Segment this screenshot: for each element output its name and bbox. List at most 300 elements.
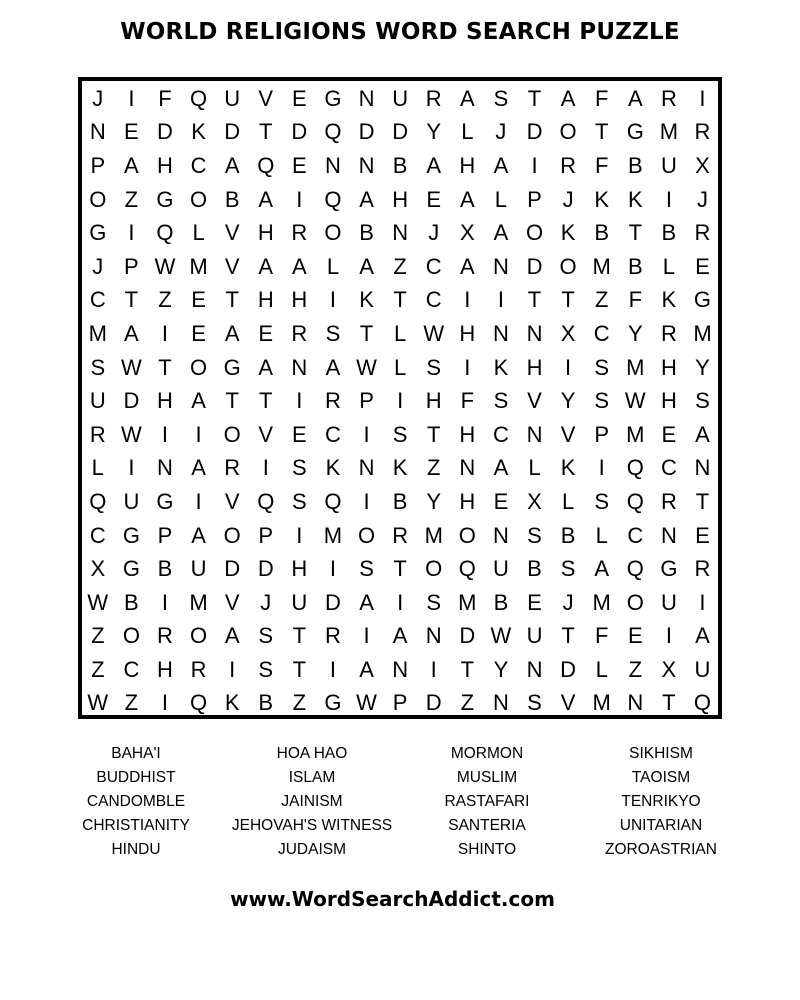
- grid-cell[interactable]: Q: [324, 119, 342, 145]
- grid-cell[interactable]: I: [430, 656, 437, 682]
- grid-cell[interactable]: I: [128, 455, 135, 481]
- grid-cell[interactable]: I: [397, 388, 404, 414]
- grid-cell[interactable]: I: [464, 354, 471, 380]
- grid-cell[interactable]: R: [425, 85, 442, 111]
- grid-cell[interactable]: A: [392, 623, 408, 649]
- grid-cell[interactable]: T: [393, 287, 407, 313]
- grid-cell[interactable]: L: [528, 455, 541, 481]
- grid-cell[interactable]: T: [158, 354, 172, 380]
- grid-cell[interactable]: T: [259, 388, 273, 414]
- grid-cell[interactable]: W: [356, 354, 377, 380]
- grid-cell[interactable]: O: [223, 421, 241, 447]
- grid-cell[interactable]: E: [695, 522, 710, 548]
- grid-cell[interactable]: I: [699, 589, 706, 615]
- grid-cell[interactable]: C: [660, 455, 677, 481]
- grid-cell[interactable]: T: [292, 656, 307, 682]
- grid-cell[interactable]: T: [695, 488, 710, 514]
- grid-cell[interactable]: J: [260, 589, 272, 615]
- grid-cell[interactable]: L: [561, 488, 575, 514]
- grid-cell[interactable]: G: [324, 690, 342, 716]
- grid-cell[interactable]: M: [693, 320, 712, 346]
- grid-cell[interactable]: I: [161, 690, 169, 716]
- grid-cell[interactable]: M: [592, 589, 611, 615]
- grid-cell[interactable]: B: [493, 589, 509, 615]
- grid-cell[interactable]: C: [325, 421, 341, 447]
- grid-cell[interactable]: Q: [190, 85, 208, 111]
- grid-cell[interactable]: Q: [626, 556, 644, 582]
- grid-cell[interactable]: Q: [257, 488, 275, 514]
- grid-cell[interactable]: D: [224, 119, 241, 145]
- grid-cell[interactable]: T: [527, 287, 542, 313]
- grid-cell[interactable]: Z: [91, 656, 105, 682]
- grid-cell[interactable]: Q: [626, 455, 644, 481]
- grid-cell[interactable]: N: [291, 354, 308, 380]
- grid-cell[interactable]: V: [560, 421, 576, 447]
- grid-cell[interactable]: I: [497, 287, 504, 313]
- grid-cell[interactable]: Q: [190, 690, 208, 716]
- grid-cell[interactable]: G: [693, 287, 712, 313]
- grid-cell[interactable]: T: [124, 287, 139, 313]
- grid-cell[interactable]: W: [121, 354, 142, 380]
- grid-cell[interactable]: E: [191, 320, 206, 346]
- grid-cell[interactable]: N: [526, 421, 543, 447]
- grid-cell[interactable]: I: [128, 220, 135, 246]
- grid-cell[interactable]: V: [560, 690, 576, 716]
- grid-cell[interactable]: Q: [324, 488, 342, 514]
- grid-cell[interactable]: E: [292, 85, 307, 111]
- grid-cell[interactable]: F: [460, 388, 475, 414]
- grid-cell[interactable]: P: [157, 522, 173, 548]
- grid-cell[interactable]: S: [359, 556, 374, 582]
- grid-cell[interactable]: Y: [627, 320, 643, 346]
- grid-cell[interactable]: H: [459, 320, 476, 346]
- grid-cell[interactable]: L: [91, 455, 104, 481]
- grid-cell[interactable]: R: [291, 320, 308, 346]
- grid-cell[interactable]: I: [296, 186, 303, 212]
- grid-cell[interactable]: M: [424, 522, 443, 548]
- grid-cell[interactable]: H: [459, 152, 476, 178]
- grid-cell[interactable]: O: [626, 589, 644, 615]
- grid-cell[interactable]: S: [258, 656, 274, 682]
- grid-cell[interactable]: K: [191, 119, 206, 145]
- grid-cell[interactable]: P: [90, 152, 106, 178]
- grid-cell[interactable]: A: [695, 623, 710, 649]
- grid-cell[interactable]: D: [526, 119, 543, 145]
- grid-cell[interactable]: D: [123, 388, 140, 414]
- grid-cell[interactable]: R: [694, 556, 711, 582]
- grid-cell[interactable]: Q: [626, 488, 644, 514]
- grid-cell[interactable]: D: [560, 656, 577, 682]
- grid-cell[interactable]: B: [392, 488, 408, 514]
- grid-cell[interactable]: F: [594, 152, 609, 178]
- grid-cell[interactable]: K: [560, 220, 576, 246]
- grid-cell[interactable]: B: [359, 220, 374, 246]
- grid-cell[interactable]: F: [594, 85, 609, 111]
- grid-cell[interactable]: A: [695, 421, 710, 447]
- grid-cell[interactable]: W: [490, 623, 512, 649]
- grid-cell[interactable]: O: [223, 522, 241, 548]
- grid-cell[interactable]: A: [459, 253, 475, 279]
- grid-cell[interactable]: D: [291, 119, 308, 145]
- grid-cell[interactable]: O: [89, 186, 107, 212]
- grid-cell[interactable]: J: [562, 186, 574, 212]
- grid-cell[interactable]: H: [291, 556, 308, 582]
- grid-cell[interactable]: X: [527, 488, 542, 514]
- grid-cell[interactable]: D: [392, 119, 409, 145]
- grid-cell[interactable]: F: [594, 623, 609, 649]
- grid-cell[interactable]: U: [694, 656, 711, 682]
- grid-cell[interactable]: I: [161, 320, 169, 346]
- grid-cell[interactable]: N: [425, 623, 442, 649]
- grid-cell[interactable]: Z: [292, 690, 307, 716]
- grid-cell[interactable]: G: [324, 85, 342, 111]
- grid-cell[interactable]: R: [325, 388, 341, 414]
- grid-cell[interactable]: P: [594, 421, 610, 447]
- grid-cell[interactable]: T: [460, 656, 475, 682]
- grid-cell[interactable]: A: [191, 388, 206, 414]
- grid-cell[interactable]: U: [492, 556, 509, 582]
- grid-cell[interactable]: L: [595, 522, 608, 548]
- grid-cell[interactable]: X: [459, 220, 475, 246]
- grid-cell[interactable]: Z: [460, 690, 475, 716]
- grid-cell[interactable]: I: [531, 152, 538, 178]
- grid-cell[interactable]: L: [326, 253, 340, 279]
- grid-cell[interactable]: J: [92, 253, 104, 279]
- grid-cell[interactable]: Q: [324, 186, 342, 212]
- grid-cell[interactable]: M: [88, 320, 107, 346]
- grid-cell[interactable]: G: [156, 488, 174, 514]
- grid-cell[interactable]: K: [325, 455, 341, 481]
- grid-cell[interactable]: O: [324, 220, 342, 246]
- grid-cell[interactable]: I: [161, 589, 169, 615]
- grid-cell[interactable]: R: [660, 85, 677, 111]
- grid-cell[interactable]: Q: [257, 152, 275, 178]
- grid-cell[interactable]: N: [459, 455, 476, 481]
- grid-cell[interactable]: I: [565, 354, 572, 380]
- grid-cell[interactable]: A: [191, 455, 206, 481]
- grid-cell[interactable]: I: [262, 455, 269, 481]
- grid-cell[interactable]: I: [195, 488, 202, 514]
- grid-cell[interactable]: A: [459, 85, 475, 111]
- grid-cell[interactable]: N: [627, 690, 644, 716]
- grid-cell[interactable]: R: [89, 421, 106, 447]
- grid-cell[interactable]: B: [258, 690, 274, 716]
- grid-cell[interactable]: H: [157, 388, 173, 414]
- grid-cell[interactable]: J: [92, 85, 104, 111]
- grid-cell[interactable]: A: [124, 320, 139, 346]
- grid-cell[interactable]: L: [394, 354, 407, 380]
- grid-cell[interactable]: O: [190, 623, 208, 649]
- grid-cell[interactable]: S: [392, 421, 408, 447]
- grid-cell[interactable]: N: [157, 455, 173, 481]
- grid-cell[interactable]: O: [559, 119, 577, 145]
- grid-cell[interactable]: A: [426, 152, 442, 178]
- grid-cell[interactable]: I: [665, 623, 672, 649]
- grid-cell[interactable]: T: [561, 623, 575, 649]
- grid-cell[interactable]: I: [329, 287, 337, 313]
- grid-cell[interactable]: X: [661, 656, 677, 682]
- grid-cell[interactable]: U: [392, 85, 409, 111]
- grid-cell[interactable]: I: [161, 421, 169, 447]
- grid-cell[interactable]: B: [392, 152, 408, 178]
- grid-cell[interactable]: I: [195, 421, 202, 447]
- grid-cell[interactable]: N: [89, 119, 106, 145]
- grid-cell[interactable]: E: [627, 623, 643, 649]
- grid-cell[interactable]: T: [527, 85, 542, 111]
- grid-cell[interactable]: V: [224, 253, 240, 279]
- grid-cell[interactable]: M: [323, 522, 343, 548]
- grid-cell[interactable]: C: [492, 421, 509, 447]
- grid-cell[interactable]: C: [593, 320, 610, 346]
- grid-cell[interactable]: C: [190, 152, 207, 178]
- grid-cell[interactable]: Z: [393, 253, 407, 279]
- grid-cell[interactable]: Y: [493, 656, 509, 682]
- grid-cell[interactable]: O: [525, 220, 544, 246]
- grid-cell[interactable]: A: [224, 623, 240, 649]
- grid-cell[interactable]: O: [122, 623, 140, 649]
- grid-cell[interactable]: X: [90, 556, 106, 582]
- grid-cell[interactable]: F: [158, 85, 172, 111]
- grid-cell[interactable]: J: [696, 186, 708, 212]
- grid-cell[interactable]: G: [626, 119, 644, 145]
- grid-cell[interactable]: G: [156, 186, 174, 212]
- grid-cell[interactable]: L: [461, 119, 474, 145]
- grid-cell[interactable]: A: [258, 186, 274, 212]
- grid-cell[interactable]: S: [325, 320, 341, 346]
- grid-cell[interactable]: P: [258, 522, 274, 548]
- grid-cell[interactable]: R: [291, 220, 308, 246]
- grid-cell[interactable]: N: [492, 690, 509, 716]
- grid-cell[interactable]: X: [695, 152, 710, 178]
- grid-cell[interactable]: W: [356, 690, 377, 716]
- grid-cell[interactable]: U: [291, 589, 308, 615]
- grid-cell[interactable]: Z: [427, 455, 441, 481]
- grid-cell[interactable]: M: [659, 119, 679, 145]
- grid-cell[interactable]: U: [660, 152, 677, 178]
- grid-cell[interactable]: U: [526, 623, 543, 649]
- grid-cell[interactable]: H: [660, 354, 677, 380]
- grid-cell[interactable]: S: [493, 388, 509, 414]
- grid-cell[interactable]: D: [526, 253, 543, 279]
- grid-cell[interactable]: N: [392, 656, 409, 682]
- grid-cell[interactable]: I: [397, 589, 404, 615]
- grid-cell[interactable]: S: [90, 354, 106, 380]
- grid-cell[interactable]: A: [224, 320, 240, 346]
- grid-cell[interactable]: H: [425, 388, 442, 414]
- grid-cell[interactable]: U: [123, 488, 140, 514]
- grid-cell[interactable]: T: [662, 690, 676, 716]
- grid-cell[interactable]: A: [560, 85, 576, 111]
- grid-cell[interactable]: N: [358, 85, 375, 111]
- grid-cell[interactable]: A: [493, 220, 509, 246]
- grid-cell[interactable]: A: [325, 354, 341, 380]
- grid-cell[interactable]: O: [357, 522, 376, 548]
- grid-cell[interactable]: A: [493, 152, 509, 178]
- grid-cell[interactable]: U: [190, 556, 207, 582]
- grid-cell[interactable]: A: [359, 589, 374, 615]
- grid-cell[interactable]: E: [661, 421, 677, 447]
- grid-cell[interactable]: Q: [89, 488, 107, 514]
- grid-cell[interactable]: H: [459, 488, 476, 514]
- grid-cell[interactable]: K: [661, 287, 677, 313]
- grid-cell[interactable]: I: [665, 186, 672, 212]
- grid-cell[interactable]: X: [560, 320, 576, 346]
- grid-cell[interactable]: T: [292, 623, 307, 649]
- grid-cell[interactable]: S: [292, 488, 307, 514]
- grid-cell[interactable]: Q: [156, 220, 174, 246]
- grid-cell[interactable]: I: [296, 388, 303, 414]
- grid-cell[interactable]: J: [495, 119, 507, 145]
- grid-cell[interactable]: S: [594, 388, 610, 414]
- grid-cell[interactable]: G: [223, 354, 241, 380]
- grid-cell[interactable]: F: [628, 287, 643, 313]
- grid-cell[interactable]: T: [393, 556, 407, 582]
- grid-cell[interactable]: R: [660, 320, 677, 346]
- grid-cell[interactable]: N: [660, 522, 677, 548]
- grid-cell[interactable]: B: [560, 522, 576, 548]
- grid-cell[interactable]: E: [527, 589, 542, 615]
- grid-cell[interactable]: L: [595, 656, 608, 682]
- grid-cell[interactable]: G: [660, 556, 678, 582]
- grid-cell[interactable]: L: [662, 253, 676, 279]
- grid-cell[interactable]: C: [89, 522, 106, 548]
- grid-cell[interactable]: I: [229, 656, 236, 682]
- grid-cell[interactable]: K: [594, 186, 610, 212]
- grid-cell[interactable]: B: [627, 253, 643, 279]
- grid-cell[interactable]: R: [157, 623, 173, 649]
- grid-cell[interactable]: I: [464, 287, 471, 313]
- puzzle-grid[interactable]: [81, 82, 721, 721]
- grid-cell[interactable]: V: [258, 85, 274, 111]
- grid-cell[interactable]: E: [426, 186, 442, 212]
- grid-cell[interactable]: N: [492, 320, 509, 346]
- grid-cell[interactable]: D: [459, 623, 476, 649]
- grid-cell[interactable]: N: [694, 455, 711, 481]
- grid-cell[interactable]: A: [359, 186, 374, 212]
- grid-cell[interactable]: I: [296, 522, 303, 548]
- grid-cell[interactable]: B: [157, 556, 173, 582]
- grid-cell[interactable]: M: [626, 354, 645, 380]
- grid-cell[interactable]: H: [257, 220, 274, 246]
- grid-cell[interactable]: I: [363, 623, 370, 649]
- grid-cell[interactable]: A: [124, 152, 139, 178]
- grid-cell[interactable]: S: [527, 690, 542, 716]
- grid-cell[interactable]: I: [363, 488, 370, 514]
- grid-cell[interactable]: M: [189, 589, 208, 615]
- grid-cell[interactable]: V: [224, 488, 240, 514]
- grid-cell[interactable]: N: [358, 455, 375, 481]
- grid-cell[interactable]: D: [325, 589, 341, 615]
- grid-cell[interactable]: S: [560, 556, 576, 582]
- grid-cell[interactable]: A: [627, 85, 643, 111]
- grid-cell[interactable]: T: [427, 421, 441, 447]
- grid-cell[interactable]: A: [258, 253, 274, 279]
- grid-cell[interactable]: W: [87, 589, 109, 615]
- grid-cell[interactable]: M: [592, 253, 611, 279]
- grid-cell[interactable]: K: [359, 287, 374, 313]
- grid-cell[interactable]: D: [157, 119, 173, 145]
- grid-cell[interactable]: U: [660, 589, 677, 615]
- grid-cell[interactable]: L: [192, 220, 205, 246]
- grid-cell[interactable]: B: [661, 220, 677, 246]
- grid-cell[interactable]: C: [89, 287, 106, 313]
- grid-cell[interactable]: D: [257, 556, 274, 582]
- grid-cell[interactable]: G: [122, 556, 140, 582]
- grid-cell[interactable]: B: [224, 186, 240, 212]
- grid-cell[interactable]: B: [124, 589, 139, 615]
- grid-cell[interactable]: S: [493, 85, 509, 111]
- grid-cell[interactable]: R: [560, 152, 577, 178]
- grid-cell[interactable]: O: [458, 522, 476, 548]
- grid-cell[interactable]: D: [358, 119, 375, 145]
- grid-cell[interactable]: W: [624, 388, 646, 414]
- grid-cell[interactable]: J: [562, 589, 574, 615]
- grid-cell[interactable]: W: [423, 320, 445, 346]
- grid-cell[interactable]: P: [359, 388, 374, 414]
- grid-cell[interactable]: R: [694, 119, 711, 145]
- grid-cell[interactable]: H: [291, 287, 308, 313]
- grid-cell[interactable]: T: [225, 287, 239, 313]
- grid-cell[interactable]: K: [392, 455, 408, 481]
- grid-cell[interactable]: N: [526, 656, 543, 682]
- grid-cell[interactable]: W: [121, 421, 142, 447]
- grid-cell[interactable]: S: [527, 522, 542, 548]
- grid-cell[interactable]: B: [527, 556, 542, 582]
- grid-cell[interactable]: L: [394, 320, 407, 346]
- grid-cell[interactable]: A: [359, 253, 374, 279]
- grid-cell[interactable]: O: [425, 556, 443, 582]
- grid-cell[interactable]: V: [224, 220, 240, 246]
- grid-cell[interactable]: Z: [91, 623, 105, 649]
- grid-cell[interactable]: B: [594, 220, 610, 246]
- grid-cell[interactable]: T: [628, 220, 643, 246]
- grid-cell[interactable]: U: [224, 85, 241, 111]
- grid-cell[interactable]: K: [627, 186, 643, 212]
- grid-cell[interactable]: E: [292, 421, 307, 447]
- grid-cell[interactable]: R: [224, 455, 241, 481]
- grid-cell[interactable]: N: [526, 320, 543, 346]
- grid-cell[interactable]: K: [560, 455, 576, 481]
- grid-cell[interactable]: D: [224, 556, 241, 582]
- grid-cell[interactable]: S: [594, 488, 610, 514]
- grid-cell[interactable]: H: [526, 354, 543, 380]
- grid-cell[interactable]: Z: [124, 186, 139, 212]
- grid-cell[interactable]: S: [426, 589, 442, 615]
- grid-cell[interactable]: Z: [594, 287, 609, 313]
- grid-cell[interactable]: H: [157, 152, 173, 178]
- grid-cell[interactable]: T: [594, 119, 609, 145]
- grid-cell[interactable]: H: [459, 421, 476, 447]
- grid-cell[interactable]: Z: [628, 656, 643, 682]
- grid-cell[interactable]: Y: [426, 119, 442, 145]
- grid-cell[interactable]: R: [325, 623, 341, 649]
- grid-cell[interactable]: J: [428, 220, 440, 246]
- grid-cell[interactable]: M: [189, 253, 208, 279]
- grid-cell[interactable]: C: [123, 656, 140, 682]
- grid-cell[interactable]: V: [258, 421, 274, 447]
- grid-cell[interactable]: E: [493, 488, 509, 514]
- grid-cell[interactable]: M: [592, 690, 611, 716]
- grid-cell[interactable]: H: [257, 287, 274, 313]
- grid-cell[interactable]: N: [325, 152, 341, 178]
- grid-cell[interactable]: H: [660, 388, 677, 414]
- grid-cell[interactable]: V: [224, 589, 240, 615]
- grid-cell[interactable]: S: [258, 623, 274, 649]
- grid-cell[interactable]: C: [425, 287, 442, 313]
- grid-cell[interactable]: A: [292, 253, 307, 279]
- grid-cell[interactable]: A: [224, 152, 240, 178]
- grid-cell[interactable]: N: [392, 220, 409, 246]
